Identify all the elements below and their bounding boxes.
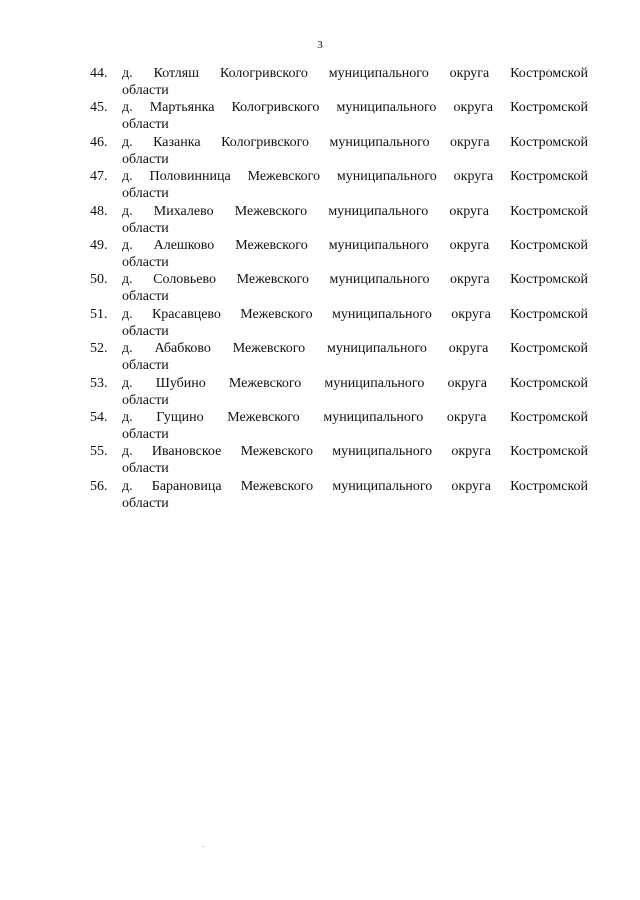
list-item xyxy=(90,375,588,409)
item-region: Костромской xyxy=(510,169,588,185)
item-okrug: округа xyxy=(453,100,494,116)
item-village: Половинница xyxy=(149,169,231,185)
item-okrug: округа xyxy=(451,306,491,322)
item-district: Межевского xyxy=(228,375,302,391)
item-village: Абабково xyxy=(154,341,211,357)
item-region: Костромской xyxy=(510,100,588,116)
item-number: 44. xyxy=(90,66,108,81)
item-number: 49. xyxy=(90,237,108,253)
item-first-line xyxy=(122,168,588,185)
item-region: Костромской xyxy=(510,203,588,219)
item-okrug: округа xyxy=(449,66,490,81)
item-okrug: округа xyxy=(451,444,491,460)
item-municipal: муниципального xyxy=(324,375,425,391)
item-first-line xyxy=(122,65,588,82)
item-okrug: округа xyxy=(450,272,490,288)
item-first-line xyxy=(122,306,588,323)
item-number: 53. xyxy=(90,375,108,391)
item-region: Костромской xyxy=(510,375,588,391)
item-village: Алешково xyxy=(153,237,215,253)
scan-artifact-dot xyxy=(202,846,204,847)
item-prefix: д. xyxy=(122,409,133,425)
item-prefix: д. xyxy=(122,134,133,150)
item-district: Кологривского xyxy=(221,134,310,150)
item-prefix: д. xyxy=(122,203,133,219)
item-district: Кологривского xyxy=(231,100,320,116)
item-region: Костромской xyxy=(510,306,588,322)
item-first-line xyxy=(122,340,588,357)
item-number: 45. xyxy=(90,100,108,116)
item-tail: области xyxy=(122,289,169,305)
item-first-line xyxy=(122,409,588,426)
item-region: Костромской xyxy=(510,237,588,253)
list-item xyxy=(90,99,588,133)
item-district: Кологривского xyxy=(219,66,308,81)
item-municipal: муниципального xyxy=(329,134,430,150)
item-municipal: муниципального xyxy=(329,272,430,288)
item-village: Ивановское xyxy=(151,444,222,460)
item-region: Костромской xyxy=(510,66,588,81)
list-item xyxy=(90,168,588,202)
settlement-list xyxy=(90,65,588,512)
item-first-line xyxy=(122,375,588,392)
item-village: Мартьянка xyxy=(149,100,215,116)
item-village: Гущино xyxy=(156,409,204,425)
item-tail: области xyxy=(122,151,169,167)
item-village: Казанка xyxy=(153,134,201,150)
item-okrug: округа xyxy=(448,341,489,357)
item-region: Костромской xyxy=(510,444,588,460)
list-item xyxy=(90,443,588,477)
item-tail: области xyxy=(122,186,169,202)
item-first-line xyxy=(122,478,588,495)
item-first-line xyxy=(122,443,588,460)
item-tail: области xyxy=(122,83,169,98)
item-prefix: д. xyxy=(122,375,133,391)
item-tail: области xyxy=(122,358,169,374)
item-number: 48. xyxy=(90,203,108,219)
item-tail: области xyxy=(122,254,169,270)
item-municipal: муниципального xyxy=(336,169,437,185)
item-number: 47. xyxy=(90,169,108,185)
item-prefix: д. xyxy=(122,237,133,253)
item-okrug: округа xyxy=(446,409,487,425)
item-district: Межевского xyxy=(232,341,306,357)
item-municipal: муниципального xyxy=(332,478,433,494)
item-tail: области xyxy=(122,495,169,511)
item-okrug: округа xyxy=(449,203,489,219)
item-village: Барановица xyxy=(151,478,222,494)
list-item xyxy=(90,340,588,374)
item-tail: области xyxy=(122,426,169,442)
item-village: Красавцево xyxy=(151,306,221,322)
item-district: Межевского xyxy=(247,169,320,185)
item-region: Костромской xyxy=(510,272,588,288)
item-municipal: муниципального xyxy=(328,237,429,253)
item-prefix: д. xyxy=(122,444,133,460)
item-district: Межевского xyxy=(235,237,308,253)
list-item xyxy=(90,134,588,168)
item-number: 52. xyxy=(90,341,108,357)
item-municipal: муниципального xyxy=(336,100,437,116)
item-prefix: д. xyxy=(122,272,133,288)
item-first-line xyxy=(122,237,588,254)
item-tail: области xyxy=(122,117,169,133)
list-item xyxy=(90,271,588,305)
item-district: Межевского xyxy=(236,272,309,288)
item-prefix: д. xyxy=(122,306,133,322)
item-region: Костромской xyxy=(510,409,588,425)
list-item xyxy=(90,65,588,99)
item-number: 55. xyxy=(90,444,108,460)
list-item xyxy=(90,203,588,237)
item-prefix: д. xyxy=(122,478,133,494)
item-tail: области xyxy=(122,220,169,236)
item-municipal: муниципального xyxy=(332,306,432,322)
item-district: Межевского xyxy=(227,409,300,425)
list-item xyxy=(90,237,588,271)
item-district: Межевского xyxy=(240,478,314,494)
item-village: Михалево xyxy=(153,203,214,219)
item-village: Соловьево xyxy=(153,272,217,288)
item-tail: области xyxy=(122,323,169,339)
item-number: 46. xyxy=(90,134,108,150)
item-first-line xyxy=(122,99,588,116)
item-village: Котляш xyxy=(153,66,199,81)
list-item xyxy=(90,409,588,443)
list-item xyxy=(90,478,588,512)
item-district: Межевского xyxy=(240,444,313,460)
item-number: 54. xyxy=(90,409,108,425)
list-item xyxy=(90,306,588,340)
item-prefix: д. xyxy=(122,100,133,116)
item-okrug: округа xyxy=(450,134,490,150)
item-first-line xyxy=(122,134,588,151)
item-village: Шубино xyxy=(155,375,206,391)
item-first-line xyxy=(122,203,588,220)
item-district: Межевского xyxy=(234,203,308,219)
item-tail: области xyxy=(122,392,169,408)
item-region: Костромской xyxy=(510,478,588,494)
item-municipal: муниципального xyxy=(328,203,429,219)
item-region: Костромской xyxy=(510,134,588,150)
item-municipal: муниципального xyxy=(323,409,424,425)
item-okrug: округа xyxy=(451,478,491,494)
item-region: Костромской xyxy=(510,341,588,357)
item-tail: области xyxy=(122,461,169,477)
item-number: 51. xyxy=(90,306,108,322)
item-district: Межевского xyxy=(240,306,313,322)
item-number: 56. xyxy=(90,478,108,494)
item-okrug: округа xyxy=(447,375,488,391)
item-municipal: муниципального xyxy=(332,444,433,460)
item-prefix: д. xyxy=(122,66,133,81)
item-okrug: округа xyxy=(453,169,494,185)
item-prefix: д. xyxy=(122,169,133,185)
item-number: 50. xyxy=(90,272,108,288)
item-municipal: муниципального xyxy=(328,66,429,81)
item-first-line xyxy=(122,271,588,288)
page-number: 3 xyxy=(317,39,323,51)
item-municipal: муниципального xyxy=(326,341,427,357)
item-prefix: д. xyxy=(122,341,133,357)
item-okrug: округа xyxy=(449,237,490,253)
